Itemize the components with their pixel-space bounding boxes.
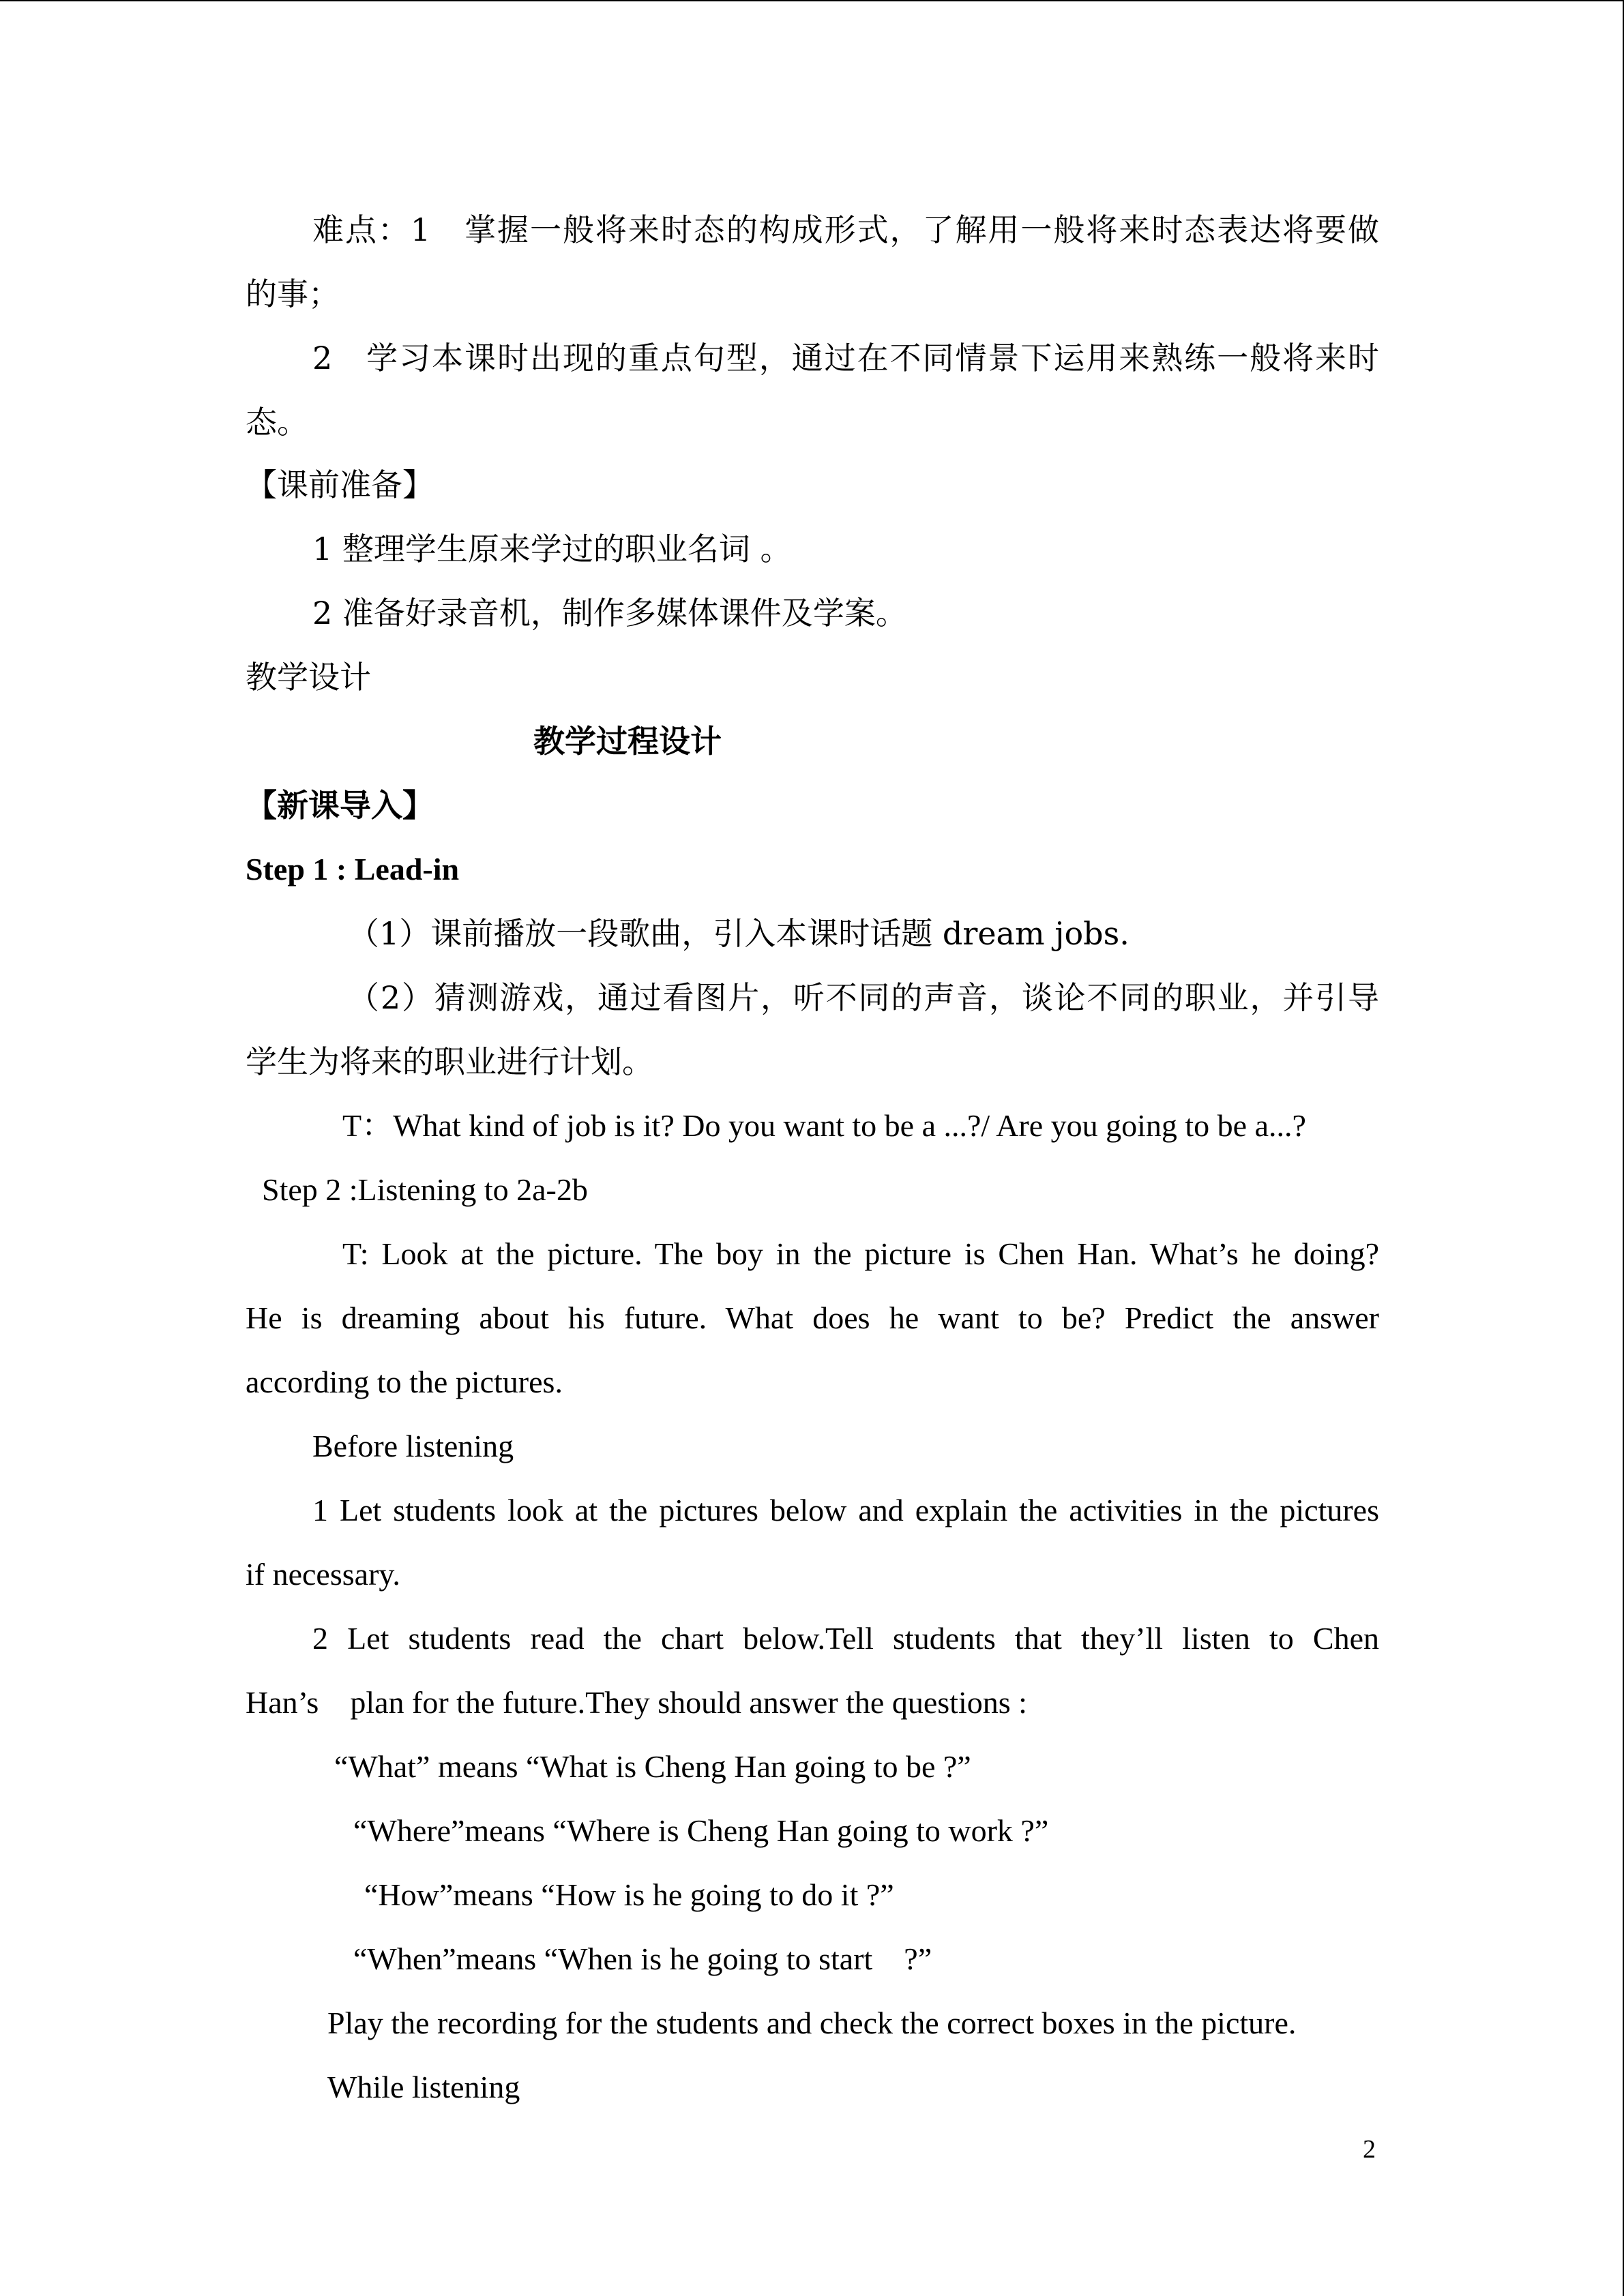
while-listening-label: While listening bbox=[327, 2070, 520, 2104]
difficulty-point-2-cont: 态。 bbox=[246, 404, 308, 441]
section-heading-new-lesson: 【新课导入】 bbox=[246, 787, 434, 824]
teacher-prompt-line-2: He is dreaming about his future. What does he want to be? Predict the answer bbox=[246, 1300, 1379, 1335]
question-where: “Where”means “Where is Cheng Han going to work ?” bbox=[353, 1813, 1049, 1848]
question-what: “What” means “What is Cheng Han going to be ?” bbox=[334, 1749, 971, 1784]
page-number: 2 bbox=[1363, 2135, 1376, 2164]
lead-in-item-2: （2）猜测游戏，通过看图片，听不同的声音，谈论不同的职业，并引导 bbox=[348, 979, 1379, 1016]
preparation-item-2: 2 准备好录音机，制作多媒体课件及学案。 bbox=[312, 595, 907, 631]
difficulty-point-1-cont: 的事； bbox=[246, 275, 340, 312]
difficulty-point-2: 2 学习本课时出现的重点句型，通过在不同情景下运用来熟练一般将来时 bbox=[312, 340, 1379, 376]
teacher-question-line: T：What kind of job is it? Do you want to be a ...?/ Are you going to be a...? bbox=[342, 1108, 1306, 1143]
before-listening-item-1: 1 Let students look at the pictures below and explain the activities in the pictures bbox=[312, 1493, 1379, 1527]
before-listening-item-2: 2 Let students read the chart below.Tell students that they’ll listen to Chen bbox=[312, 1621, 1379, 1656]
difficulty-point-1: 难点：1 掌握一般将来时态的构成形式，了解用一般将来时态表达将要做 bbox=[312, 211, 1379, 248]
teacher-prompt-line-1: T: Look at the picture. The boy in the picture is Chen Han. What’s he doing? bbox=[342, 1236, 1379, 1271]
preparation-item-1: 1 整理学生原来学过的职业名词 。 bbox=[312, 531, 792, 567]
step-1-heading: Step 1 : Lead-in bbox=[246, 852, 460, 886]
before-listening-item-2-cont: Han’s plan for the future.They should answer the questions : bbox=[246, 1685, 1027, 1720]
teaching-design-label: 教学设计 bbox=[246, 659, 371, 696]
section-title-process-design: 教学过程设计 bbox=[533, 723, 722, 760]
lead-in-item-1: （1）课前播放一段歌曲，引入本课时话题 dream jobs. bbox=[348, 915, 1130, 952]
before-listening-label: Before listening bbox=[312, 1429, 514, 1463]
question-when: “When”means “When is he going to start ?” bbox=[353, 1941, 932, 1976]
before-listening-item-1-cont: if necessary. bbox=[246, 1557, 400, 1592]
lead-in-item-2-cont: 学生为将来的职业进行计划。 bbox=[246, 1043, 653, 1080]
section-heading-preparation: 【课前准备】 bbox=[246, 466, 434, 503]
step-2-heading: Step 2 :Listening to 2a-2b bbox=[262, 1172, 588, 1207]
question-how: “How”means “How is he going to do it ?” bbox=[364, 1877, 894, 1912]
teacher-prompt-line-3: according to the pictures. bbox=[246, 1365, 563, 1399]
play-recording-instruction: Play the recording for the students and check the correct boxes in the picture. bbox=[327, 2006, 1297, 2040]
